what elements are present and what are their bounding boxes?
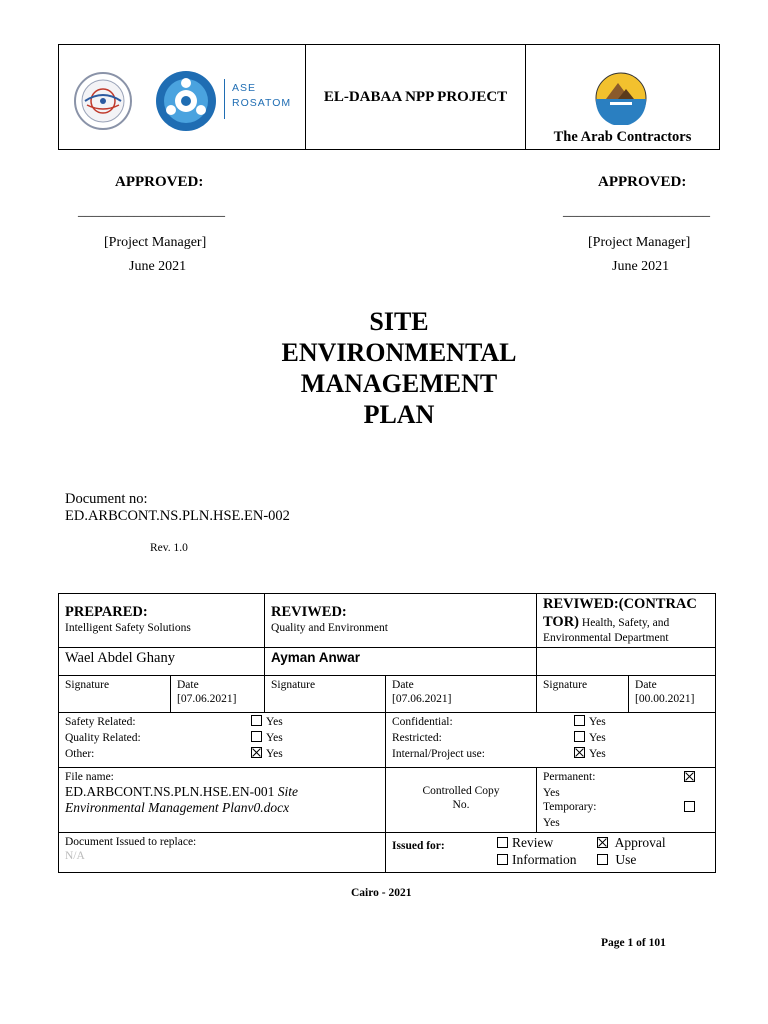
prepared-name: Wael Abdel Ghany xyxy=(59,648,265,676)
reviewed-name: Ayman Anwar xyxy=(265,648,537,676)
page-number: Page 1 of 101 xyxy=(601,937,666,949)
controlled-copy-cell: Controlled Copy No. xyxy=(386,768,537,833)
footer-city-year: Cairo - 2021 xyxy=(351,887,412,899)
document-header xyxy=(58,44,720,150)
approved-left-date: June 2021 xyxy=(129,259,187,274)
reviewed-org: Quality and Environment xyxy=(271,622,388,634)
signature-2: Signature xyxy=(265,676,386,713)
approved-left-role: [Project Manager] xyxy=(104,235,207,250)
signature-1: Signature xyxy=(59,676,171,713)
date-3: Date [00.00.2021] xyxy=(629,676,716,713)
review-checkbox[interactable] xyxy=(497,837,508,848)
permanent-checkbox[interactable] xyxy=(684,771,695,782)
approved-right-date: June 2021 xyxy=(612,259,670,274)
file-name-cell: File name: ED.ARBCONT.NS.PLN.HSE.EN-001 Site Environmental Management Planv0.docx xyxy=(59,768,386,833)
use-checkbox[interactable] xyxy=(597,854,608,865)
prepared-org: Intelligent Safety Solutions xyxy=(65,622,191,634)
internal-checkbox[interactable] xyxy=(574,747,585,758)
document-title: SITE ENVIRONMENTAL MANAGEMENT PLAN xyxy=(281,307,517,429)
information-checkbox[interactable] xyxy=(497,854,508,865)
document-control-table xyxy=(58,593,716,873)
permanence-cell: Permanent: Yes Temporary: Yes xyxy=(537,768,716,833)
classification-left: Safety Related: Yes Quality Related: Yes Other: Yes xyxy=(59,713,386,768)
document-number: ED.ARBCONT.NS.PLN.HSE.EN-002 xyxy=(65,508,290,524)
approved-right-signature-line: _____________________ xyxy=(563,204,710,219)
other-checkbox[interactable] xyxy=(251,747,262,758)
project-name-cell xyxy=(306,45,526,149)
date-1: Date [07.06.2021] xyxy=(171,676,265,713)
reviewed-contractor-name xyxy=(537,648,716,676)
issued-for-label: Issued for: xyxy=(392,840,445,852)
restricted-checkbox[interactable] xyxy=(574,731,585,742)
arab-contractors-logo xyxy=(594,71,648,125)
reviewed-cell xyxy=(265,594,537,648)
rosatom-logo xyxy=(154,69,218,133)
classification-right: Confidential: Yes Restricted: Yes Internal/Project use: Yes xyxy=(386,713,716,768)
ase-rosatom-wordmark: ASE ROSATOM xyxy=(232,82,292,109)
temporary-checkbox[interactable] xyxy=(684,801,695,812)
contractor-cell xyxy=(526,45,719,149)
confidential-checkbox[interactable] xyxy=(574,715,585,726)
file-name-title: Environmental Management Planv0.docx xyxy=(65,800,290,815)
prepared-cell xyxy=(59,594,265,648)
signature-3: Signature xyxy=(537,676,629,713)
issued-for-cell: Issued for: Review Approval Information Use xyxy=(386,833,716,873)
file-name-code: ED.ARBCONT.NS.PLN.HSE.EN-001 xyxy=(65,784,275,799)
reviewed-contractor-label: REVIWED:(CONTRAC xyxy=(543,596,697,612)
document-number-block xyxy=(65,491,290,525)
project-name: EL-DABAA NPP PROJECT xyxy=(323,89,508,105)
reviewed-contractor-cell: REVIWED:(CONTRAC TOR) Health, Safety, and Environmental Department xyxy=(537,594,716,648)
approved-left-label: APPROVED: xyxy=(115,174,204,190)
doc-issued-replace-value: N/A xyxy=(65,850,85,862)
approved-left-signature-line: _____________________ xyxy=(78,204,225,219)
quality-related-checkbox[interactable] xyxy=(251,731,262,742)
contractor-name: The Arab Contractors xyxy=(553,129,692,145)
doc-issued-replace-cell: Document Issued to replace: N/A xyxy=(59,833,386,873)
approved-right-role: [Project Manager] xyxy=(588,235,691,250)
safety-related-checkbox[interactable] xyxy=(251,715,262,726)
date-2: Date [07.06.2021] xyxy=(386,676,537,713)
revision: Rev. 1.0 xyxy=(150,542,188,554)
approval-checkbox[interactable] xyxy=(597,837,608,848)
logo-divider xyxy=(224,79,225,119)
reviewed-label: REVIWED: xyxy=(271,604,347,620)
document-number-label: Document no: xyxy=(65,491,148,507)
logos-cell xyxy=(59,45,306,149)
approved-right-label: APPROVED: xyxy=(598,174,687,190)
prepared-label: PREPARED: xyxy=(65,604,148,620)
nppa-seal-logo xyxy=(73,71,133,131)
